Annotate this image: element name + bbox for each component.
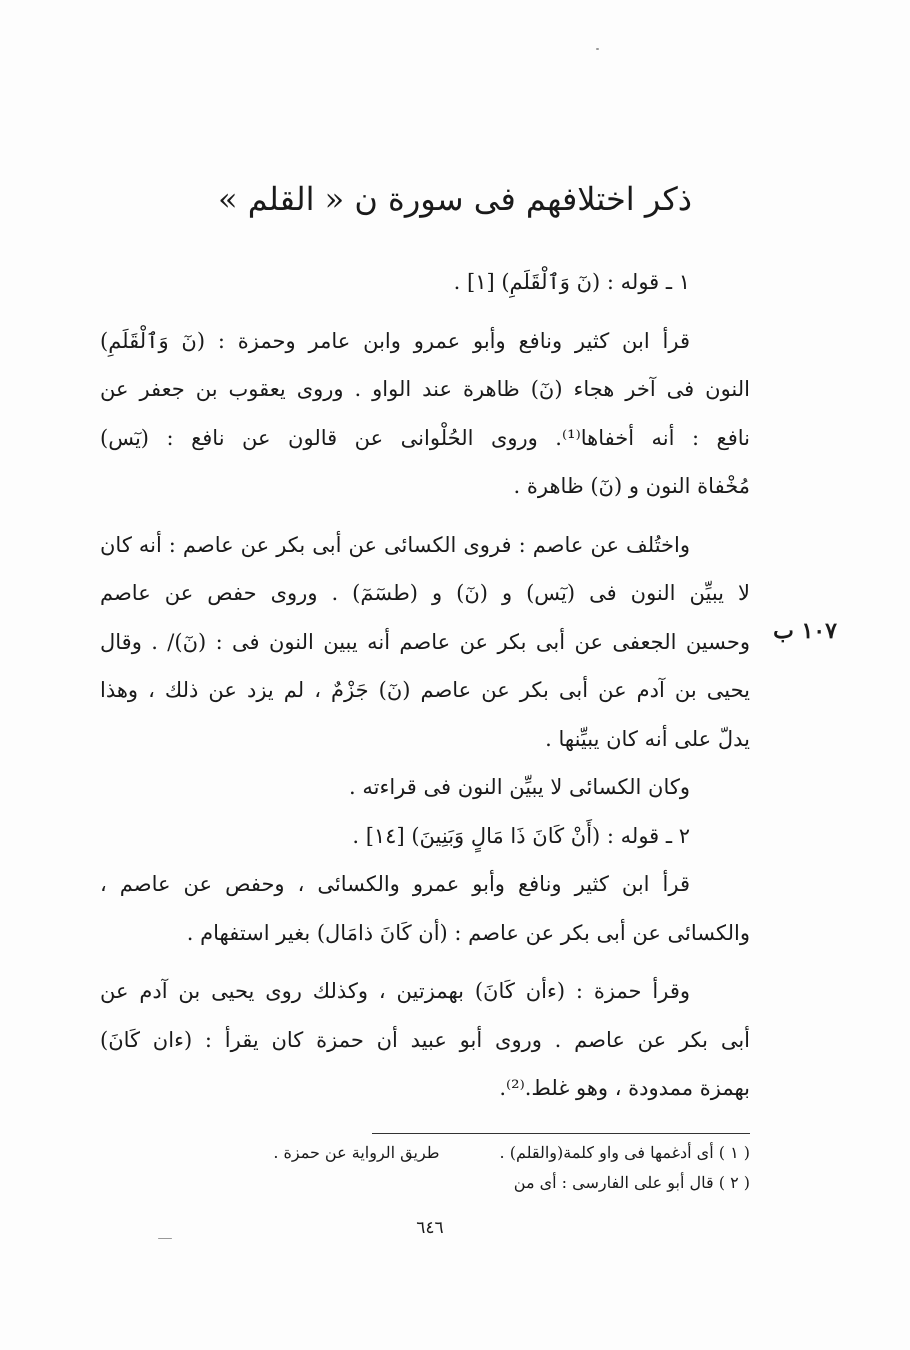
text-line: قرأ ابن كثير ونافع وأبو عمرو وابن عامر وحمزة : (نٓ وَٱلْقَلَمِ) (100, 328, 690, 353)
footnote (230, 1168, 750, 1198)
footnote-number: ( ١ ) (718, 1143, 750, 1162)
text-line: بهمزة ممدودة ، وهو غلط.⁽²⁾. (499, 1076, 750, 1100)
footnote-text: أى أدغمها فى واو كلمة(والقلم) . (499, 1143, 714, 1162)
text-line: يدلّ على أنه كان يبيِّنها . (545, 726, 750, 751)
paragraph-gap (100, 511, 750, 521)
paragraph-gap (100, 957, 750, 967)
footnotes (230, 1138, 750, 1198)
footnote-main (500, 1138, 750, 1168)
footnote-divider (372, 1133, 750, 1134)
text-line: يحيى بن آدم عن أبى بكر عن عاصم (نٓ) جَزْمٌ ، لم يزد عن ذلك ، وهذا (100, 678, 750, 702)
text-line: وحسين الجعفى عن أبى بكر عن عاصم أنه يبين النون فى : (نٓ)/ . وقال (100, 629, 750, 654)
footnote-number: ( ٢ ) (718, 1173, 750, 1192)
footnote-continuation: طريق الرواية عن حمزة . (273, 1143, 440, 1162)
text-line: قرأ ابن كثير ونافع وأبو عمرو والكسائى ، وحفص عن عاصم ، (100, 872, 690, 896)
page-number: ٦٤٦ (416, 1218, 444, 1238)
scan-speck (158, 1238, 172, 1239)
text-line: النون فى آخر هجاء (نٓ) ظاهرة عند الواو . وروى يعقوب بن جعفر عن (100, 377, 750, 401)
text-line: نافع : أنه أخفاها⁽¹⁾. وروى الحُلْوانى عن قالون عن نافع : (يٓس) (100, 425, 750, 450)
text-line: أبى بكر عن عاصم . وروى أبو عبيد أن حمزة كان يقرأ : (ءان كَانَ) (100, 1027, 750, 1052)
text-line: مُخْفاة النون و (نٓ) ظاهرة . (513, 474, 750, 498)
body-text (100, 258, 750, 1113)
text-line: وكان الكسائى لا يبيِّن النون فى قراءته . (349, 775, 690, 799)
text-line: والكسائى عن أبى بكر عن عاصم : (أن كَانَ ذامَال) بغير استفهام . (186, 920, 750, 945)
text-line: واختُلف عن عاصم : فروى الكسائى عن أبى بكر عن عاصم : أنه كان (100, 532, 690, 557)
text-line: ٢ ـ قوله : (أَنْ كَانَ ذَا مَالٍ وَبَنِينَ) [١٤] . (352, 823, 690, 848)
manuscript-folio-marker: ١٠٧ ب (773, 618, 837, 644)
footnote (230, 1138, 750, 1168)
text-line: ١ ـ قوله : (نٓ وَٱلْقَلَمِ) [١] . (453, 270, 690, 294)
text-line: لا يبيِّن النون فى (يٓس) و (نٓ) و (طسٓمٓ) . وروى حفص عن عاصم (100, 581, 750, 605)
footnote-text: قال أبو على الفارسى : أى من (513, 1173, 714, 1192)
scan-speck (596, 48, 599, 50)
footnote-main (514, 1168, 750, 1198)
text-line: وقرأ حمزة : (ءأن كَانَ) بهمزتين ، وكذلك روى يحيى بن آدم عن (100, 979, 690, 1003)
page-title: ذكر اختلافهم فى سورة ن « القلم » (217, 180, 692, 218)
paragraph-gap (100, 307, 750, 317)
